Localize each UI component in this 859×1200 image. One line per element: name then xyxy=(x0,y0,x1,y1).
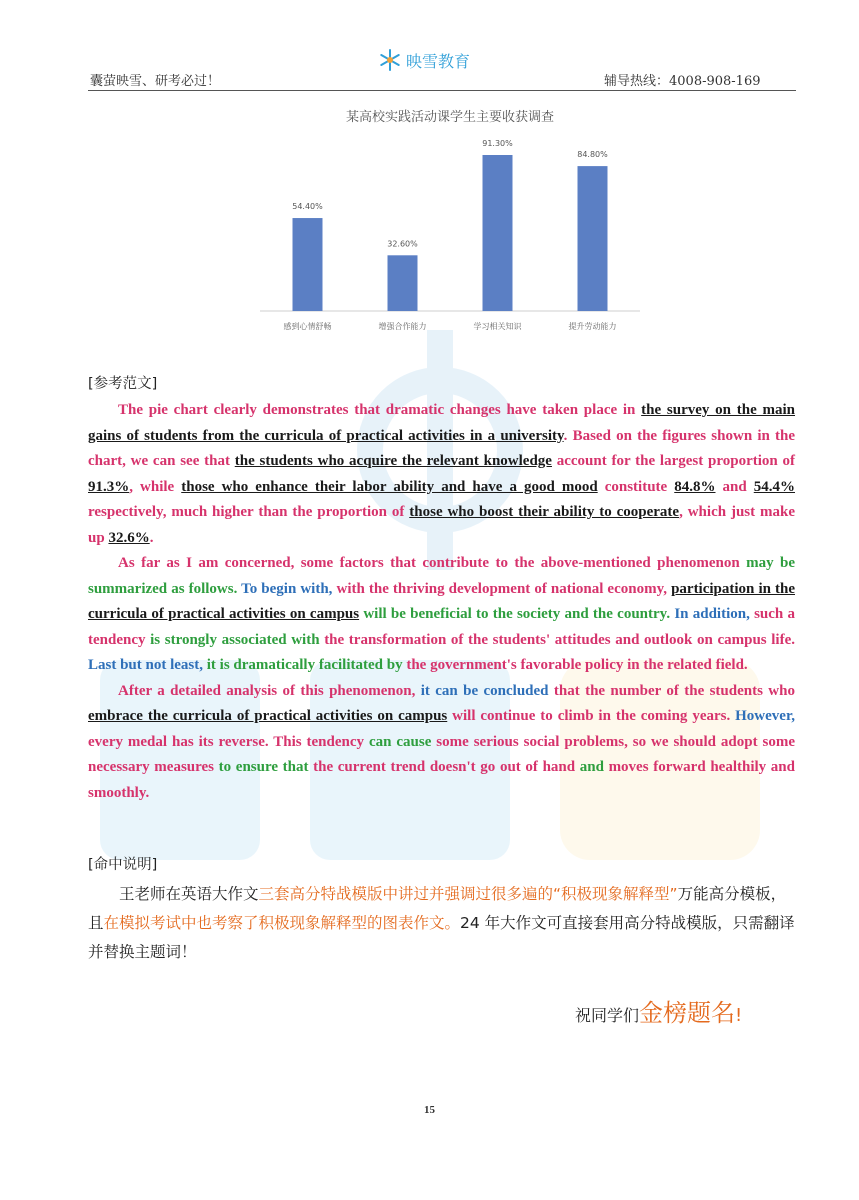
text-run: Based on the figures shown in the chart, we can see that xyxy=(88,427,795,469)
data-label-2: 91.30% xyxy=(482,139,513,148)
text-run: 王老师在英语大作文 xyxy=(119,885,259,903)
header-hotline: 辅导热线：4008-908-169 xyxy=(604,74,761,89)
text-run: and xyxy=(579,759,609,775)
text-run: 91.3% xyxy=(88,478,130,495)
tick-label-0: 感到心情舒畅 xyxy=(283,322,332,331)
text-run: that the number of the students who xyxy=(553,682,795,699)
text-run: 24 年大作文可直接套用高分特战模版，只需翻译并替换主题词！ xyxy=(88,914,795,961)
text-run: such a tendency xyxy=(88,606,795,648)
tick-label-3: 提升劳动能力 xyxy=(568,322,617,331)
text-run: As far as I am concerned, some factors that contribute to the above-mentioned phenomenon xyxy=(118,555,747,571)
bar-3 xyxy=(578,166,608,311)
tick-label-2: 学习相关知识 xyxy=(473,322,522,331)
text-run: the survey on the main gains of students from the curricula of practical activities in a university xyxy=(88,402,796,444)
text-run: every medal has its reverse. This tendency xyxy=(88,733,369,750)
text-run: the transformation of the students' attitudes and outlook on campus life. xyxy=(324,631,796,648)
essay-paragraph-3 xyxy=(88,679,795,807)
text-run: will be beneficial to the society and the country. xyxy=(359,606,675,622)
header-brand xyxy=(378,48,470,72)
brand-name: 映雪教育 xyxy=(406,51,471,71)
text-run: constitute xyxy=(597,478,675,495)
text-run: is strongly associated with xyxy=(150,631,325,648)
text-run: To begin with, xyxy=(241,580,337,597)
text-run: and xyxy=(715,478,754,495)
text-run: will continue to climb in the coming years. xyxy=(447,708,736,724)
closing-bang: ! xyxy=(735,1005,743,1026)
text-run: . xyxy=(563,427,573,444)
bar-1 xyxy=(388,255,418,311)
header-divider xyxy=(88,90,796,91)
text-run: However, xyxy=(735,708,795,724)
tick-label-1: 增强合作能力 xyxy=(378,322,427,331)
essay-paragraph-1 xyxy=(88,398,795,551)
snowflake-icon xyxy=(378,48,402,72)
data-label-1: 32.60% xyxy=(387,239,418,249)
page-number: 15 xyxy=(424,1104,435,1116)
essay-body xyxy=(88,398,795,806)
text-run: can cause xyxy=(368,733,437,750)
text-run: embrace the curricula of practical activities on campus xyxy=(88,708,448,724)
text-run: it is dramatically facilitated by xyxy=(206,657,407,673)
text-run: In addition, xyxy=(674,606,755,622)
closing-wish xyxy=(575,993,742,1028)
text-run: to ensure that xyxy=(218,759,314,775)
text-run: moves forward healthily and smoothly. xyxy=(88,759,795,801)
text-run: The pie chart clearly demonstrates that dramatic changes have taken place in xyxy=(118,402,642,418)
text-run: 32.6% xyxy=(108,529,150,546)
bar-2 xyxy=(483,155,513,311)
text-run: 84.8% xyxy=(674,478,716,495)
data-label-3: 84.80% xyxy=(577,150,608,160)
closing-prefix: 祝同学们 xyxy=(575,1006,640,1025)
note-tag: [命中说明] xyxy=(88,857,158,873)
text-run: the current trend doesn't go out of hand xyxy=(313,759,580,775)
data-label-0: 54.40% xyxy=(292,202,323,212)
text-run: the government's favorable policy in the related field. xyxy=(406,657,748,673)
text-run: respectively, much higher than the proportion of xyxy=(88,504,410,520)
chart-plot xyxy=(240,100,660,345)
text-run: participation in the curricula of practical activities on campus xyxy=(88,580,795,622)
note-paragraph xyxy=(88,880,800,967)
text-run: those who boost their ability to cooperate xyxy=(409,504,680,520)
bar-0 xyxy=(293,218,323,311)
text-run: 在模拟考试中也考察了积极现象解释型的图表作文。 xyxy=(103,914,461,932)
text-run: After a detailed analysis of this phenomenon, xyxy=(118,682,421,699)
closing-emphasis: 金榜题名 xyxy=(639,999,736,1027)
text-run: some serious social problems, so we should adopt some necessary measures xyxy=(88,733,795,775)
essay-tag: [参考范文] xyxy=(88,376,158,392)
text-run: account for the largest proportion of xyxy=(551,453,795,469)
chart-title: 某高校实践活动课学生主要收获调查 xyxy=(345,110,554,125)
text-run: 三套高分特战模版中讲过并强调过很多遍的“积极现象解释型” xyxy=(258,885,678,903)
text-run: . xyxy=(149,529,154,546)
essay-paragraph-2 xyxy=(88,551,795,679)
text-run: it can be concluded xyxy=(420,682,554,699)
note-body xyxy=(88,880,800,967)
header-slogan: 囊萤映雪、研考必过！ xyxy=(90,74,221,89)
bar-chart xyxy=(240,100,660,345)
text-run: 万能高分模板，且 xyxy=(88,885,787,932)
text-run: the students who acquire the relevant knowledge xyxy=(234,453,552,469)
text-run: 54.4% xyxy=(753,478,795,495)
text-run: , which just make up xyxy=(88,504,795,546)
text-run: Last but not least, xyxy=(88,657,207,673)
text-run: those who enhance their labor ability and have a good mood xyxy=(181,478,598,495)
text-run: with the thriving development of national economy, xyxy=(336,580,672,597)
text-run: may be summarized as follows. xyxy=(88,555,795,597)
text-run: , while xyxy=(129,478,182,495)
